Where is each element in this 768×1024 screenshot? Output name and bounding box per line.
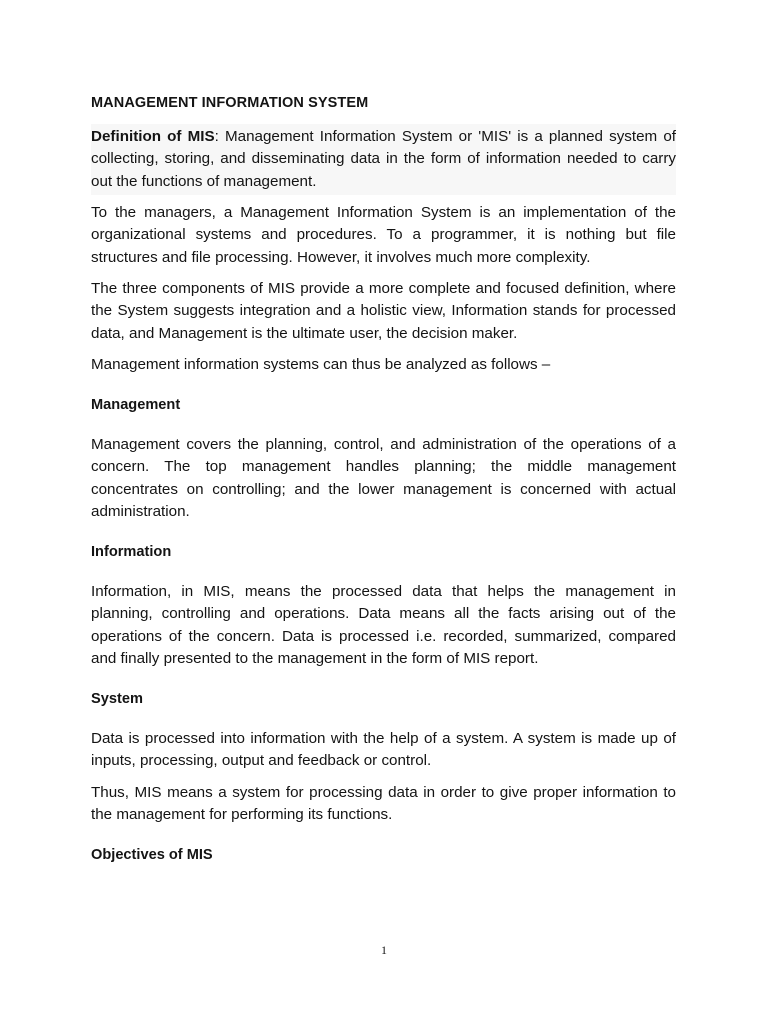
heading-management: Management [91, 397, 181, 413]
heading-objectives: Objectives of MIS [91, 847, 213, 863]
paragraph-management: Management covers the planning, control, and administration of the operations of a concern. The top management handles planning; the middle management concentrates on controlling; and the lower management is concerned with actual administration. [91, 436, 676, 520]
heading-system: System [91, 691, 143, 707]
definition-label: Definition of MIS [91, 128, 215, 145]
paragraph-components: The three components of MIS provide a more complete and focused definition, where the System suggests integration and a holistic view, Information stands for processed data, and Management is the ultimate user, the decision maker. [91, 280, 676, 342]
paragraph-system: Data is processed into information with the help of a system. A system is made up of inputs, processing, output and feedback or control. [91, 730, 676, 770]
definition-text: : Management Information System or 'MIS' is a planned system of collecting, storing, and disseminating data in the form of information needed to carry out the functions of management. [91, 128, 677, 190]
page-number: 1 [381, 943, 387, 957]
paragraph-managers: To the managers, a Management Information System is an implementation of the organizational systems and procedures. To a programmer, it is nothing but file structures and file processing. However, it involves much more complexity. [91, 204, 676, 266]
paragraph-information: Information, in MIS, means the processed data that helps the management in planning, controlling and operations. Data means all the facts arising out of the operations of the concern. Data is processed i.e. recorded, summarized, compared and finally presented to the management in the form of MIS report. [91, 583, 676, 667]
document-title: MANAGEMENT INFORMATION SYSTEM [91, 95, 369, 111]
paragraph-mis-means: Thus, MIS means a system for processing data in order to give proper information to the management for performing its functions. [91, 784, 676, 824]
paragraph-analyzed: Management information systems can thus be analyzed as follows – [91, 356, 551, 373]
heading-information: Information [91, 544, 172, 560]
definition-paragraph [91, 124, 676, 195]
